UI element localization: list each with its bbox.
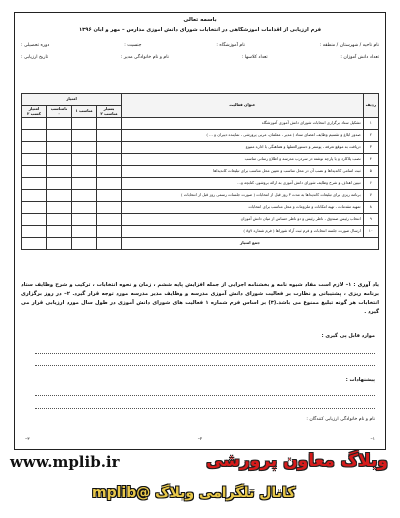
- score-cell[interactable]: [47, 142, 72, 154]
- telegram-label: کانال تلگرامی وبلاگ: [155, 485, 296, 501]
- signature-2: ۲–: [197, 437, 203, 442]
- score-cell[interactable]: [22, 154, 47, 166]
- score-cell[interactable]: [72, 166, 97, 178]
- score-cell[interactable]: [72, 214, 97, 226]
- activity-text: صدور ابلاغ و تقسیم وظایف اعضای ستاد ( مدیر ، معلمان، مربی پرورشی ، نماینده دبیران و ... ): [122, 130, 364, 142]
- score-cell[interactable]: [22, 178, 47, 190]
- score-cell[interactable]: [72, 202, 97, 214]
- score-cell[interactable]: [47, 178, 72, 190]
- score-cell[interactable]: [72, 118, 97, 130]
- table-row: [22, 154, 379, 166]
- score-cell[interactable]: [22, 190, 47, 202]
- row-number: ۸: [363, 202, 378, 214]
- subheader: مناسب ۱: [72, 106, 97, 118]
- score-cell[interactable]: [97, 238, 122, 250]
- form-title: فرم ارزیابی از اقدامات آموزشگاهی در انتخابات شورای دانش آموزی مدارس – مهر و آبان ۱۳۹۶: [78, 27, 322, 33]
- score-cell[interactable]: [97, 142, 122, 154]
- signature-row: [25, 437, 375, 442]
- score-cell[interactable]: [22, 226, 47, 238]
- score-cell[interactable]: [22, 214, 47, 226]
- table-row: [22, 226, 379, 238]
- score-cell[interactable]: [72, 154, 97, 166]
- followup-label: موارد قابل پی گیری :: [321, 333, 375, 339]
- subheader: بسیار مناسب ۲: [97, 106, 122, 118]
- score-cell[interactable]: [47, 154, 72, 166]
- activity-text: دریافت به موقع تعرفه ، پوستر و دستورالعملها و هماهنگی با اداره متبوع: [122, 142, 364, 154]
- col-row-number: ردیف: [363, 94, 378, 118]
- score-cell[interactable]: [97, 226, 122, 238]
- signature-1: ۱–: [370, 437, 375, 442]
- evaluation-form: [14, 12, 386, 450]
- evaluator-label: نام و نام خانوادگی ارزیابی کنندگان :: [306, 417, 375, 422]
- row-number: ۵: [363, 166, 378, 178]
- table-row: [22, 142, 379, 154]
- row-number: ۴: [363, 154, 378, 166]
- score-cell[interactable]: [72, 178, 97, 190]
- score-cell[interactable]: [47, 190, 72, 202]
- table-row: [22, 214, 379, 226]
- info-field: نام ناحیه / شهرستان / منطقه :: [319, 43, 379, 48]
- score-cell[interactable]: [22, 118, 47, 130]
- info-field: تعداد دانش آموزان :: [340, 55, 379, 60]
- info-row-2: [21, 55, 379, 60]
- row-number: ۱۰: [363, 226, 378, 238]
- row-number: ۳: [363, 142, 378, 154]
- table-row: [22, 190, 379, 202]
- total-label: جمع امتیاز: [122, 238, 379, 250]
- table-header-row: [22, 94, 379, 106]
- score-cell[interactable]: [22, 238, 47, 250]
- score-cell[interactable]: [97, 118, 122, 130]
- row-number: ۹: [363, 214, 378, 226]
- score-cell[interactable]: [97, 154, 122, 166]
- score-cell[interactable]: [97, 166, 122, 178]
- score-cell[interactable]: [97, 130, 122, 142]
- score-cell[interactable]: [72, 142, 97, 154]
- row-number: ۲: [363, 130, 378, 142]
- table-row: [22, 178, 379, 190]
- table-row: [22, 166, 379, 178]
- activity-text: تمهید مقدمات ، تهیه امکانات و ملزومات و محل مناسب برای انتخابات: [122, 202, 364, 214]
- blog-title: وبلاگ معاون پرورشی: [206, 451, 388, 471]
- score-cell[interactable]: [72, 130, 97, 142]
- total-row: [22, 238, 379, 250]
- score-cell[interactable]: [97, 202, 122, 214]
- activities-table: [21, 93, 379, 250]
- score-cell[interactable]: [97, 214, 122, 226]
- score-cell[interactable]: [22, 166, 47, 178]
- table-row: [22, 130, 379, 142]
- activity-text: برنامه ریزی برای تبلیغات کاندیداها به مدت ۳ روز قبل از انتخابات ( صورت جلسات رسمی روز قبل از انتخابات ): [122, 190, 364, 202]
- followup-line[interactable]: [35, 353, 375, 354]
- activity-text: انتخاب رئیس صندوق ، ناظر رئیس و دو ناظر حساس از میان دانش آموزان: [122, 214, 364, 226]
- row-number: ۶: [363, 178, 378, 190]
- activity-text: ثبت اسامی کاندیداها و نصب آن در محل مناسب و تعیین محل مناسب برای تبلیغات کاندیداها: [122, 166, 364, 178]
- suggestions-line[interactable]: [35, 395, 375, 396]
- telegram-handle[interactable]: @mplib: [92, 485, 151, 501]
- col-activity: عنوان فعالیت: [122, 94, 364, 118]
- score-cell[interactable]: [47, 214, 72, 226]
- activity-text: ارسال صورت جلسه انتخابات و فرم ثبت آراء شوراها ( فرم شماره ۷و۸ ): [122, 226, 364, 238]
- info-field: تعداد کلاسها :: [241, 55, 268, 60]
- info-field: تاریخ ارزیابی :: [21, 55, 49, 60]
- suggestions-line[interactable]: [35, 408, 375, 409]
- row-number: ۱: [363, 118, 378, 130]
- info-field: نام و نام خانوادگی مدیر :: [120, 55, 169, 60]
- score-cell[interactable]: [47, 238, 72, 250]
- score-cell[interactable]: [97, 178, 122, 190]
- info-field: دوره تحصیلی :: [21, 43, 50, 48]
- score-cell[interactable]: [47, 118, 72, 130]
- score-cell[interactable]: [47, 130, 72, 142]
- activity-text: تبیین اهداف و شرح وظایف شورای دانش آموزی به ارائه بروشور، کتابچه و...: [122, 178, 364, 190]
- followup-line[interactable]: [35, 365, 375, 366]
- score-cell[interactable]: [72, 190, 97, 202]
- score-cell[interactable]: [22, 130, 47, 142]
- bismillah-heading: باسمه تعالی: [183, 17, 217, 23]
- telegram-line[interactable]: [92, 485, 295, 501]
- score-cell[interactable]: [97, 190, 122, 202]
- col-score: امتیاز: [22, 94, 122, 106]
- score-cell[interactable]: [72, 226, 97, 238]
- score-cell[interactable]: [47, 166, 72, 178]
- activity-text: تشکیل ستاد برگزاری انتخابات شورای دانش آموزی آموزشگاه: [122, 118, 364, 130]
- reminder-notes: یاد آوری : ۱– لازم است مفاد شیوه نامه و بخشنامه اجرایی از جمله افزایش پایه ششم ، زمان و نحوه انتخابات ، ترکیب و شرح وظایف ستاد برنامه ریزی ، پشتیبانی و نظارت بر فعالیت شورای دانش آموزی مدرسه و وظایف مدیر مدرسه مورد توجه قرار گیرد. ۲– در روز برگزاری انتخابات هر گونه تبلیغ ممنوع می باشد.(۳) بر اساس فرم شماره ۱ فعالیت های شورای دانش آموزی در طول سال مورد ارزیابی قرار می گیرد .: [21, 282, 380, 315]
- score-cell[interactable]: [72, 238, 97, 250]
- info-field: نام آموزشگاه :: [216, 43, 245, 48]
- activity-text: نصب پلاکارد و یا پارچه نوشته در سردرب مدرسه و اطلاع رسانی مناسب: [122, 154, 364, 166]
- subheader: نامناسب ۰: [47, 106, 72, 118]
- signature-3: ۳–: [25, 437, 30, 442]
- row-number: ۷: [363, 190, 378, 202]
- info-row-1: [21, 43, 379, 48]
- score-cell[interactable]: [47, 226, 72, 238]
- score-cell[interactable]: [47, 202, 72, 214]
- site-url[interactable]: www.mplib.ir: [10, 453, 120, 471]
- info-field: جنسیت :: [124, 43, 142, 48]
- subheader: امتیاز کسب ۲: [22, 106, 47, 118]
- suggestions-label: پیشنهادات :: [345, 377, 375, 383]
- table-row: [22, 202, 379, 214]
- score-cell[interactable]: [22, 142, 47, 154]
- score-cell[interactable]: [22, 202, 47, 214]
- table-row: [22, 118, 379, 130]
